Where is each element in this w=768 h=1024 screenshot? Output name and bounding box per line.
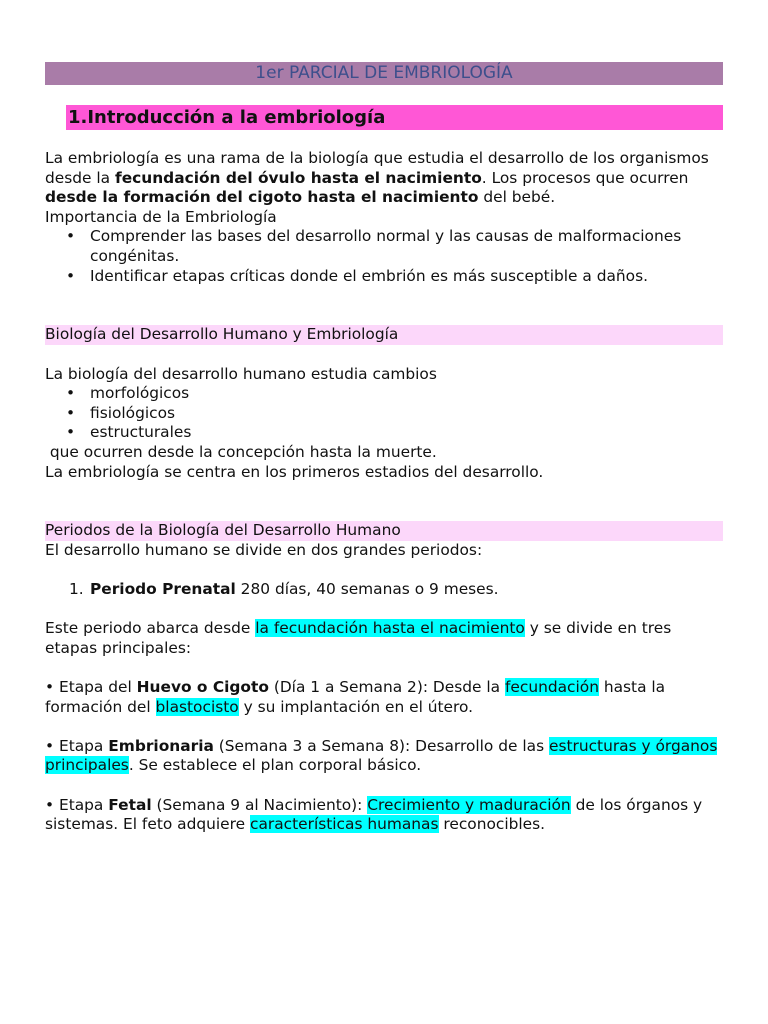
intro-text-2: . Los procesos que ocurren bbox=[481, 168, 689, 187]
section-heading-introduction: 1.Introducción a la embriología bbox=[66, 105, 723, 130]
stage-text: hasta la formación del bbox=[45, 678, 666, 716]
stage-embryonic-paragraph bbox=[45, 737, 725, 776]
stage-text: (Semana 9 al Nacimiento): bbox=[151, 795, 368, 814]
developmental-biology-intro: La biología del desarrollo humano estudia cambios bbox=[45, 364, 437, 383]
stage-text: reconocibles. bbox=[438, 815, 546, 834]
list-item: • estructurales bbox=[45, 423, 725, 443]
prenatal-text-1: Este periodo abarca desde bbox=[45, 619, 256, 638]
changes-continuation: que ocurren desde la concepción hasta la muerte. bbox=[45, 442, 437, 461]
stage-prefix: • Etapa bbox=[45, 736, 109, 755]
period-name: Periodo Prenatal bbox=[90, 580, 236, 599]
importance-list bbox=[45, 227, 725, 286]
highlight: estructuras y órganos principales bbox=[45, 736, 718, 775]
stage-text: de los órganos y sistemas. El feto adquiere bbox=[45, 795, 703, 834]
list-item: • Identificar etapas críticas donde el embrión es más susceptible a daños. bbox=[45, 267, 725, 287]
stage-zygote-paragraph bbox=[45, 678, 725, 717]
period-prenatal-item bbox=[45, 580, 725, 600]
intro-text-3: del bebé. bbox=[478, 188, 556, 207]
stage-name: Embrionaria bbox=[108, 736, 214, 755]
highlight: blastocisto bbox=[155, 697, 239, 716]
periods-intro: El desarrollo humano se divide en dos grandes periodos: bbox=[45, 540, 483, 559]
highlight: características humanas bbox=[250, 815, 439, 834]
intro-paragraph bbox=[45, 149, 725, 208]
intro-bold-2: desde la formación del cigoto hasta el nacimiento bbox=[45, 188, 479, 207]
period-description: 280 días, 40 semanas o 9 meses. bbox=[235, 580, 499, 599]
prenatal-paragraph bbox=[45, 619, 725, 658]
section-heading-periods: Periodos de la Biología del Desarrollo Humano bbox=[45, 521, 723, 541]
intro-text-1: La embriología es una rama de la biología que estudia el desarrollo de los organismos desde la bbox=[45, 149, 709, 187]
document-title: 1er PARCIAL DE EMBRIOLOGÍA bbox=[45, 62, 723, 85]
stage-text: (Semana 3 a Semana 8): Desarrollo de las bbox=[213, 736, 549, 755]
embryology-focus: La embriología se centra en los primeros estadios del desarrollo. bbox=[45, 462, 544, 481]
stage-name: Huevo o Cigoto bbox=[136, 678, 269, 697]
section-heading-developmental-biology: Biología del Desarrollo Humano y Embriología bbox=[45, 325, 723, 345]
list-number: 1. bbox=[69, 580, 84, 599]
stage-prefix: • Etapa bbox=[45, 795, 109, 814]
stage-text: . Se establece el plan corporal básico. bbox=[128, 756, 422, 775]
document-body bbox=[45, 149, 725, 835]
stage-text: (Día 1 a Semana 2): Desde la bbox=[268, 678, 505, 697]
importance-label: Importancia de la Embriología bbox=[45, 207, 277, 226]
list-item: • Comprender las bases del desarrollo normal y las causas de malformaciones congénitas. bbox=[45, 227, 725, 266]
highlight: Crecimiento y maduración bbox=[367, 795, 571, 814]
stage-prefix: • Etapa del bbox=[45, 678, 137, 697]
stage-name: Fetal bbox=[108, 795, 152, 814]
list-item: • morfológicos bbox=[45, 384, 725, 404]
stage-fetal-paragraph bbox=[45, 796, 725, 835]
changes-list bbox=[45, 384, 725, 443]
stage-text: y su implantación en el útero. bbox=[238, 697, 474, 716]
highlight: la fecundación hasta el nacimiento bbox=[255, 619, 525, 638]
highlight: fecundación bbox=[504, 678, 599, 697]
list-item: • fisiológicos bbox=[45, 404, 725, 424]
prenatal-text-2: y se divide en tres etapas principales: bbox=[45, 619, 672, 657]
intro-bold-1: fecundación del óvulo hasta el nacimiento bbox=[115, 168, 482, 187]
